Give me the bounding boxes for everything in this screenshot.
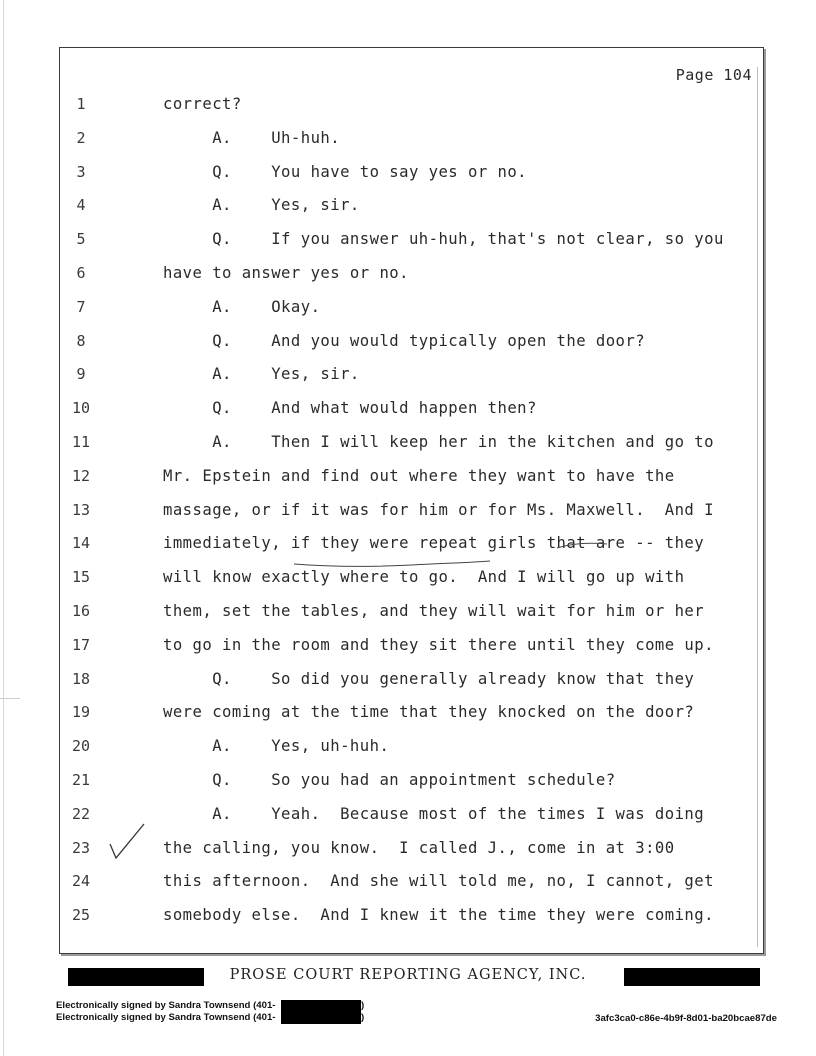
line-text: A. Uh-huh. xyxy=(163,128,341,147)
line-text: A. Yeah. Because most of the times I was doing xyxy=(163,804,705,823)
line-text: them, set the tables, and they will wait for him or her xyxy=(163,602,705,620)
line-text: Q. You have to say yes or no. xyxy=(163,162,528,181)
reporting-agency: PROSE COURT REPORTING AGENCY, INC. xyxy=(229,967,587,983)
line-number: 6 xyxy=(76,264,86,282)
line-number: 10 xyxy=(71,399,91,418)
transcript-line xyxy=(0,399,816,429)
line-text: massage, or if it was for him or for Ms. Maxwell. And I xyxy=(163,500,714,519)
line-text: to go in the room and they sit there until they come up. xyxy=(163,635,714,654)
line-text: have to answer yes or no. xyxy=(163,264,409,282)
transcript-line xyxy=(0,906,816,936)
line-number: 15 xyxy=(71,568,91,587)
line-number: 23 xyxy=(71,838,91,857)
line-number: 9 xyxy=(76,365,86,384)
transcript-line xyxy=(0,568,816,598)
line-number: 7 xyxy=(76,297,86,316)
transcript-line xyxy=(0,230,816,260)
line-text: Q. If you answer uh-huh, that's not clear, so you xyxy=(163,230,724,249)
transcript-line xyxy=(0,264,816,294)
signature-redaction-2 xyxy=(281,1012,361,1024)
line-number: 3 xyxy=(76,162,86,181)
line-number: 11 xyxy=(71,433,91,451)
transcript-line xyxy=(0,95,816,125)
transcript-line xyxy=(0,670,816,700)
line-text: the calling, you know. I called J., come in at 3:00 xyxy=(163,838,675,857)
line-text: Q. And you would typically open the door? xyxy=(163,331,646,350)
transcript-line xyxy=(0,332,816,362)
line-text: Mr. Epstein and find out where they want to have the xyxy=(163,466,675,485)
line-number: 20 xyxy=(71,737,91,756)
line-number: 12 xyxy=(71,466,91,485)
transcript-line xyxy=(0,737,816,767)
transcript-line xyxy=(0,467,816,497)
line-text: this afternoon. And she will told me, no, I cannot, get xyxy=(163,872,714,891)
signature-close-2: ) xyxy=(361,1012,365,1023)
line-text: A. Then I will keep her in the kitchen and go to xyxy=(163,433,714,451)
line-text: A. Yes, uh-huh. xyxy=(163,737,390,756)
line-number: 2 xyxy=(76,128,86,147)
signature-redaction-1 xyxy=(281,1000,361,1012)
page-number: Page 104 xyxy=(675,66,752,84)
transcript-line xyxy=(0,771,816,801)
line-text: A. Yes, sir. xyxy=(163,365,360,384)
checkmark-icon xyxy=(106,822,148,864)
redaction-bar-right xyxy=(624,968,760,986)
line-number: 22 xyxy=(71,804,91,823)
line-text: correct? xyxy=(163,95,242,113)
transcript-line xyxy=(0,365,816,395)
strikethrough-mark xyxy=(555,538,610,552)
line-text: will know exactly where to go. And I will go up with xyxy=(163,568,685,587)
line-number: 18 xyxy=(71,669,91,688)
line-text: Q. So did you generally already know that they xyxy=(163,669,695,688)
handwritten-underline xyxy=(292,558,492,570)
line-text: somebody else. And I knew it the time they were coming. xyxy=(163,906,714,925)
line-number: 21 xyxy=(71,771,91,789)
transcript-line xyxy=(0,501,816,531)
document-id: 3afc3ca0-c86e-4b9f-8d01-ba20bcae87de xyxy=(595,1013,777,1024)
line-text: immediately, if they were repeat girls that are -- they xyxy=(163,534,705,553)
signature-line-2: Electronically signed by Sandra Townsend (401- xyxy=(56,1012,276,1023)
line-number: 17 xyxy=(71,635,91,654)
signature-line-1: Electronically signed by Sandra Townsend (401- xyxy=(56,1000,276,1011)
signature-close-1: ) xyxy=(361,1000,365,1011)
transcript-line xyxy=(0,196,816,226)
transcript-line xyxy=(0,129,816,159)
transcript-line xyxy=(0,703,816,733)
line-text: were coming at the time that they knocked on the door? xyxy=(163,703,695,722)
line-text: Q. And what would happen then? xyxy=(163,399,537,418)
transcript-line xyxy=(0,636,816,666)
line-number: 4 xyxy=(76,196,86,215)
line-number: 8 xyxy=(76,331,86,350)
line-text: A. Okay. xyxy=(163,297,321,316)
line-number: 25 xyxy=(71,906,91,925)
line-text: A. Yes, sir. xyxy=(163,196,360,215)
transcript-line xyxy=(0,872,816,902)
transcript-line xyxy=(0,163,816,193)
transcript-line xyxy=(0,602,816,632)
line-number: 1 xyxy=(76,95,86,113)
line-number: 14 xyxy=(71,534,91,553)
line-number: 5 xyxy=(76,230,86,249)
line-text: Q. So you had an appointment schedule? xyxy=(163,771,616,789)
line-number: 16 xyxy=(71,602,91,620)
transcript-line xyxy=(0,433,816,463)
line-number: 19 xyxy=(71,703,91,722)
line-number: 13 xyxy=(71,500,91,519)
transcript-line xyxy=(0,298,816,328)
line-number: 24 xyxy=(71,872,91,891)
